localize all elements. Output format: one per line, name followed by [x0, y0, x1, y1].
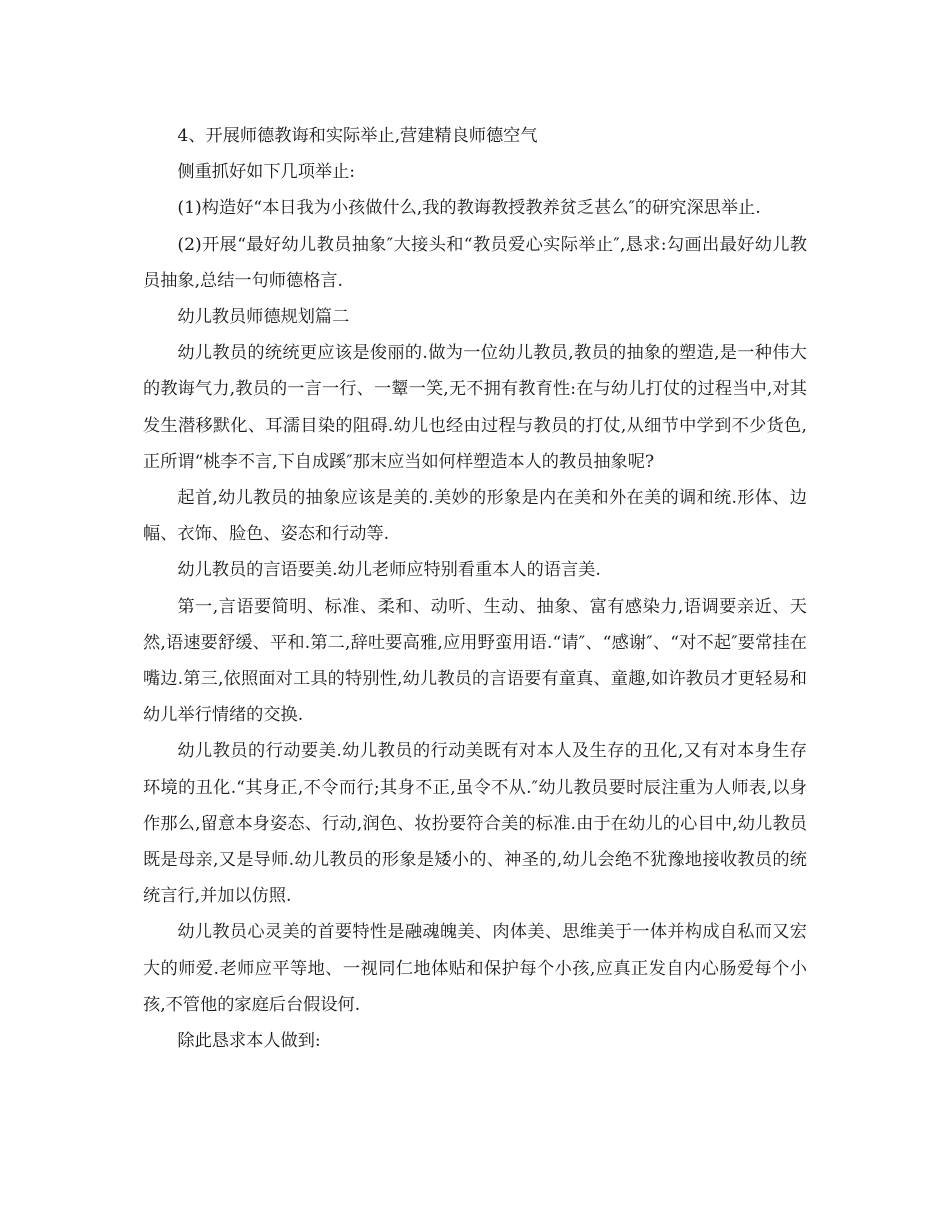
paragraph-intro: 侧重抓好如下几项举止: — [177, 162, 356, 183]
document-body — [143, 118, 807, 1059]
paragraph-item-1: (1)构造好“本日我为小孩做什么,我的教诲教授教养贫乏甚么″的研究深思举止. — [177, 198, 761, 219]
paragraph-body: 幼儿教员的言语要美.幼儿老师应特别看重本人的语言美. — [177, 560, 601, 581]
paragraph-section-4-heading: 4、开展师德教诲和实际举止,营建精良师德空气 — [177, 126, 538, 146]
paragraph-body: 第一,言语要简明、标准、柔和、动听、生动、抽象、富有感染力,语调要亲近、天然,语速要舒缓、平和.第二,辞吐要高雅,应用野蛮用语.“请″、“感谢″、“对不起″要常挂在嘴边.第三,依照面对工具的特别性,幼儿教员的言语要有童真、童趣,如许教员才更轻易和幼儿举行情绪的交换. — [143, 596, 807, 726]
paragraph-item-2: (2)开展“最好幼儿教员抽象″大接头和“教员爱心实际举止″,恳求:勾画出最好幼儿教员抽象,总结一句师德格言. — [143, 234, 807, 291]
paragraph-part-two-title: 幼儿教员师德规划篇二 — [177, 307, 350, 328]
paragraph-closing: 除此恳求本人做到: — [177, 1031, 321, 1052]
paragraph-body: 起首,幼儿教员的抽象应该是美的.美妙的形象是内在美和外在美的调和统.形体、边幅、衣饰、脸色、姿态和行动等. — [143, 488, 807, 545]
paragraph-body: 幼儿教员的统统更应该是俊丽的.做为一位幼儿教员,教员的抽象的塑造,是一种伟大的教诲气力,教员的一言一行、一颦一笑,无不拥有教育性:在与幼儿打仗的过程当中,对其发生潜移默化、耳濡目染的阻碍.幼儿也经由过程与教员的打仗,从细节中学到不少货色,正所谓“桃李不言,下自成蹊″那末应当如何样塑造本人的教员抽象呢? — [143, 343, 807, 472]
paragraph-body: 幼儿教员心灵美的首要特性是融魂魄美、肉体美、思维美于一体并构成自私而又宏大的师爱.老师应平等地、一视同仁地体贴和保护每个小孩,应真正发自内心肠爱每个小孩,不管他的家庭后台假设何. — [143, 922, 807, 1015]
paragraph-body: 幼儿教员的行动要美.幼儿教员的行动美既有对本人及生存的丑化,又有对本身生存环境的丑化.“其身正,不令而行;其身不正,虽令不从.″幼儿教员要时辰注重为人师表,以身作那么,留意本身姿态、行动,润色、妆扮要符合美的标准.由于在幼儿的心目中,幼儿教员既是母亲,又是导师.幼儿教员的形象是矮小的、神圣的,幼儿会绝不犹豫地接收教员的统统言行,并加以仿照. — [143, 741, 807, 907]
